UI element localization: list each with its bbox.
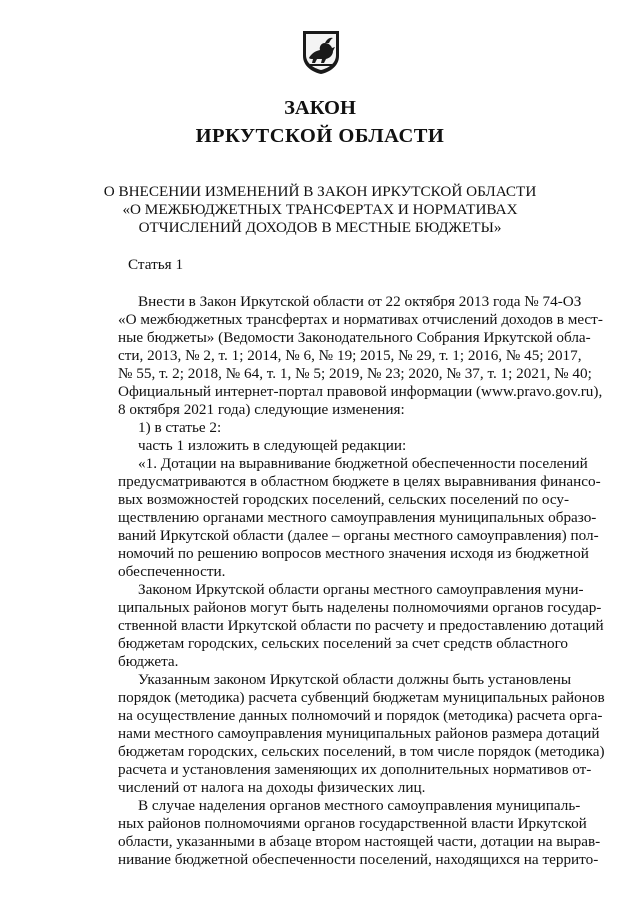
body-line: порядок (методика) расчета субвенций бюджетам муниципальных районов (118, 689, 605, 706)
body-line: ваний Иркутской области (далее – органы местного самоуправления) пол- (118, 527, 599, 544)
subject-line-1: О ВНЕСЕНИИ ИЗМЕНЕНИЙ В ЗАКОН ИРКУТСКОЙ ОБЛАСТИ (103, 183, 537, 200)
subject-line-3: ОТЧИСЛЕНИЙ ДОХОДОВ В МЕСТНЫЕ БЮДЖЕТЫ» (138, 219, 502, 236)
body-line: бюджета. (118, 653, 179, 670)
body-line: ципальных районов могут быть наделены полномочиями органов государ- (118, 599, 602, 616)
body-line: Официальный интернет-портал правовой информации (www.pravo.gov.ru), (118, 383, 603, 400)
body-line: № 55, т. 2; 2018, № 64, т. 1, № 5; 2019, № 23; 2020, № 37, т. 1; 2021, № 40; (118, 365, 592, 382)
body-line: нивание бюджетной обеспеченности поселений, находящихся на террито- (118, 851, 599, 868)
body-line: В случае наделения органов местного самоуправления муниципаль- (138, 797, 581, 814)
body-line: расчета и установления заменяющих их дополнительных нормативов от- (118, 761, 592, 778)
body-line: предусматриваются в областном бюджете в целях выравнивания финансо- (118, 473, 601, 490)
body-line: 8 октября 2021 года) следующие изменения: (118, 401, 405, 418)
subject-line-2: «О МЕЖБЮДЖЕТНЫХ ТРАНСФЕРТАХ И НОРМАТИВАХ (122, 201, 518, 218)
body-line: ные бюджеты» (Ведомости Законодательного Собрания Иркутской обла- (118, 329, 591, 346)
body-line: области, указанными в абзаце втором настоящей части, дотации на вырав- (118, 833, 601, 850)
body-line: «О межбюджетных трансфертах и нормативах отчислений доходов в мест- (118, 311, 603, 328)
body-line: ственной власти Иркутской области по расчету и предоставлению дотаций (118, 617, 604, 634)
article-heading: Статья 1 (128, 256, 184, 273)
body-line: Законом Иркутской области органы местного самоуправления муни- (138, 581, 584, 598)
body-line: обеспеченности. (118, 563, 226, 580)
body-line: Внести в Закон Иркутской области от 22 октября 2013 года № 74-ОЗ (138, 293, 582, 310)
body-line: бюджетам городских, сельских поселений за счет средств областного (118, 635, 569, 652)
body-line: вых возможностей городских поселений, сельских поселений по осу- (118, 491, 570, 508)
body-line: нами местного самоуправления муниципальных районов размера дотаций (118, 725, 600, 742)
law-title: ЗАКОН (284, 97, 356, 119)
body-line: ных районов полномочиями органов государственной власти Иркутской (118, 815, 587, 832)
body-line: номочий по решению вопросов местного значения исходя из бюджетной (118, 545, 589, 562)
body-line: на осуществление данных полномочий и порядок (методика) расчета орга- (118, 707, 603, 724)
body-line: «1. Дотации на выравнивание бюджетной обеспеченности поселений (138, 455, 588, 472)
body-line: 1) в статье 2: (138, 419, 222, 436)
body-line: Указанным законом Иркутской области должны быть установлены (138, 671, 572, 688)
coat-of-arms-icon (300, 28, 342, 76)
body-line: ществлению органами местного самоуправления муниципальных образо- (118, 509, 597, 526)
body-line: числений от налога на доходы физических лиц. (118, 779, 426, 796)
body-line: часть 1 изложить в следующей редакции: (138, 437, 407, 454)
body-line: сти, 2013, № 2, т. 1; 2014, № 6, № 19; 2015, № 29, т. 1; 2016, № 45; 2017, (118, 347, 582, 364)
body-line: бюджетам городских, сельских поселений, в том числе порядок (методика) (118, 743, 605, 760)
law-region: ИРКУТСКОЙ ОБЛАСТИ (195, 125, 445, 147)
